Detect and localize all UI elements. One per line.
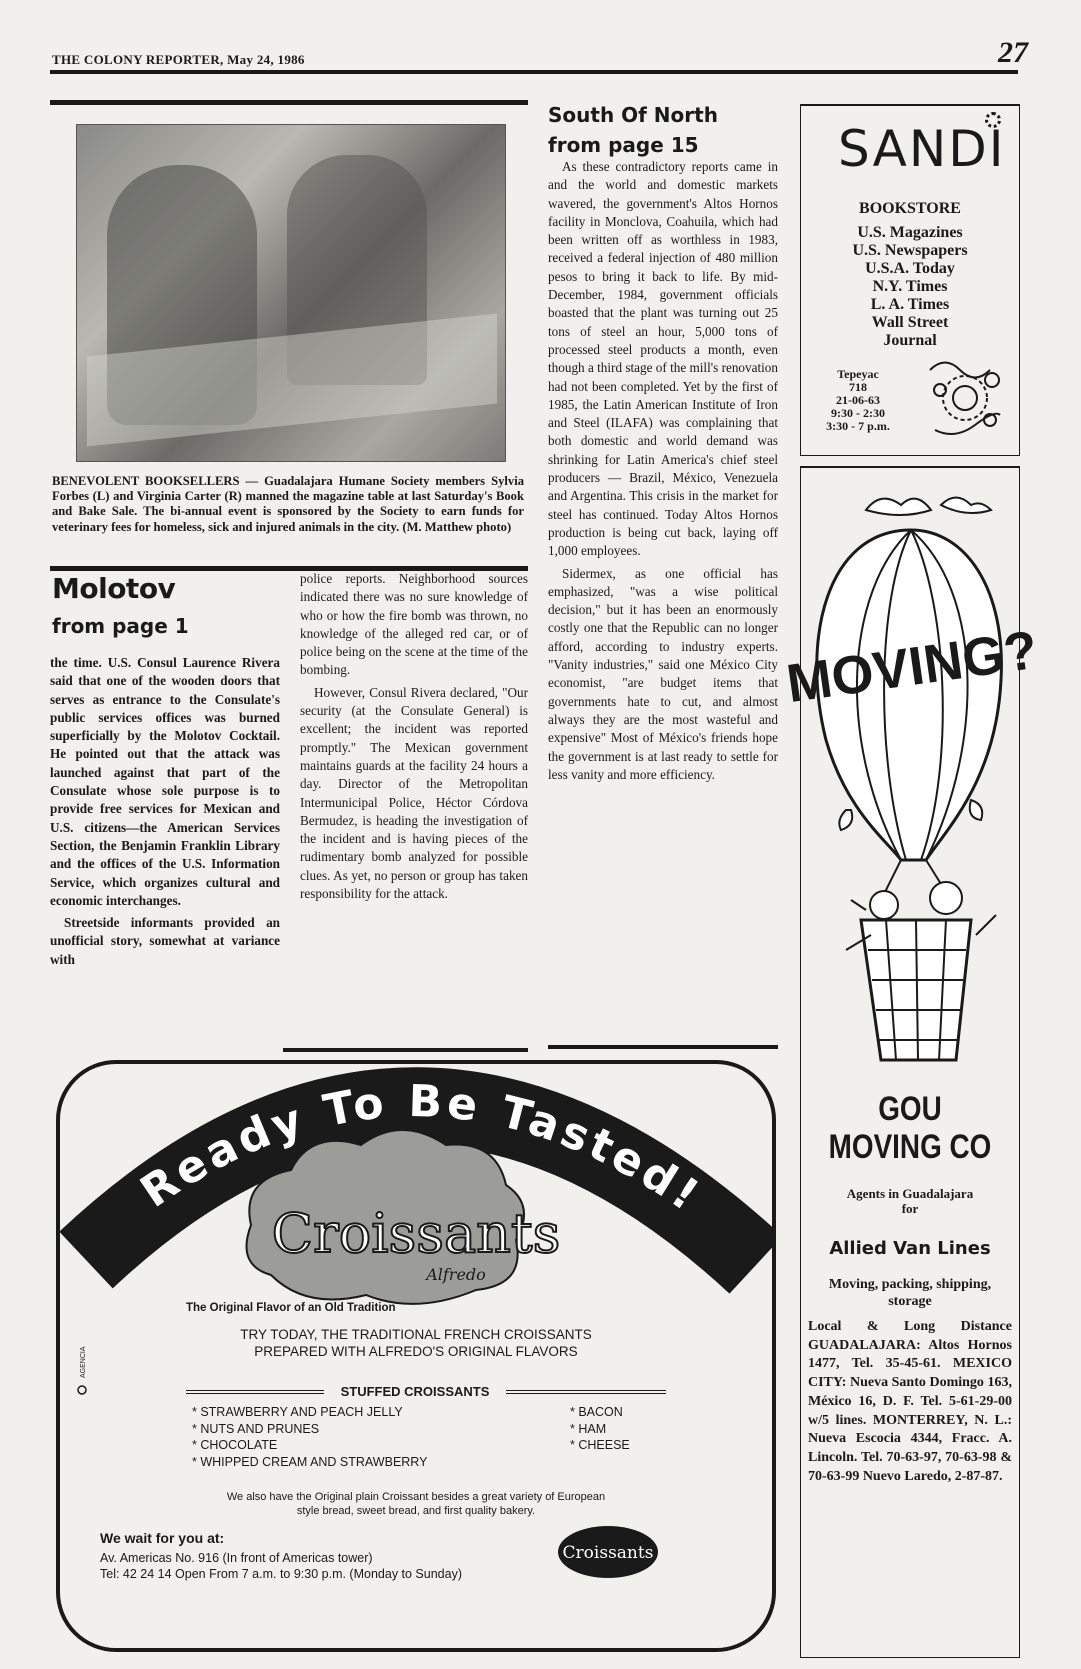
sandi-item: N.Y. Times: [872, 278, 948, 295]
croissant-banner-graphic: [56, 1060, 776, 1320]
ad-also-line: We also have the Original plain Croissant besides a great variety of European: [226, 1491, 606, 1503]
ad-address-line: Tel: 42 24 14 Open From 7 a.m. to 9:30 p.m. (Monday to Sunday): [100, 1567, 462, 1581]
stuffed-title: STUFFED CROISSANTS: [340, 1384, 490, 1399]
ad-also-line: style bread, sweet bread, and first quality bakery.: [296, 1505, 536, 1517]
molotov-paragraph: police reports. Neighborhood sources indicated there was no sure knowledge of who or how the fire bomb was thrown, no knowledge of the alleged red car, or of police being on the scene at the time of the bombing.: [300, 571, 528, 678]
south-headline-jump: from page 15: [548, 133, 699, 157]
list-item: * WHIPPED CREAM AND STRAWBERRY: [192, 1454, 428, 1469]
ad-also-text: [176, 1490, 656, 1518]
stuffed-list-right: [570, 1404, 630, 1454]
small-logo-text: Croissants: [562, 1543, 654, 1563]
ad-address-line: Av. Americas No. 916 (In front of Americas tower): [100, 1551, 373, 1565]
stuffed-list-left: [192, 1404, 427, 1470]
south-column: [548, 158, 778, 788]
flower-icon: [985, 112, 1001, 128]
gou-agents-line: for: [901, 1201, 919, 1216]
ornament-icon: [920, 350, 1010, 445]
photo-top-rule: [50, 100, 528, 105]
molotov-paragraph: the time. U.S. Consul Laurence Rivera said that one of the wooden doors that serves as entrance to the Consulate's public services offices was burned superficially by the Molotov Cocktail. He pointed out that the attack was launched against that part of the Consulate whose sole purpose is to provide free services for Mexican and U.S. citizens—the American Services Section, the Benjamin Franklin Library and the offices of the U.S. Information Service, which organizes cultural and economic interchanges.: [50, 655, 280, 908]
agency-side-mark: [74, 1318, 90, 1398]
masthead-paper-info: THE COLONY REPORTER, May 24, 1986: [52, 52, 305, 67]
sandi-item: Journal: [883, 332, 937, 349]
molotov-paragraph: Streetside informants provided an unofficial story, somewhat at variance with: [50, 915, 280, 967]
ad-try-line: TRY TODAY, THE TRADITIONAL FRENCH CROISSANTS: [240, 1327, 592, 1342]
list-item: * STRAWBERRY AND PEACH JELLY: [192, 1405, 403, 1419]
south-paragraph: As these contradictory reports came in and the world and domestic markets wavered, the government's Altos Hornos facility in Monclova, Coahuila, which had been written off as worthless in 1983, received a federal injection of 480 million pesos to bring it back to life. By mid-December, 1984, government officials boasted that the plant was turning out 25 tons of steel an hour, 5,000 tons of processed steel products a month, even though a third stage of the mill's renovation had not been completed. Yet by the first of 1985, the Latin American Institute of Iron and Steel (ILAFA) was complaining that both domestic and world demand was shrinking for Latin America's chief steel producers — Brazil, México, Venezuela and Argentina. This crisis in the market for steel has continued. Today Altos Hornos production is being cut back, laying off 1,000 employees.: [548, 159, 778, 559]
list-item: * BACON: [570, 1405, 623, 1419]
gou-services: Moving, packing, shipping, storage: [828, 1277, 992, 1309]
molotov-subhead: from page 1: [52, 614, 189, 638]
molotov-bottom-rule: [283, 1048, 528, 1052]
booksellers-photo: [76, 124, 506, 462]
south-headline: [548, 100, 718, 160]
side-text: AGENCIA: [80, 1346, 87, 1378]
gou-company-name: [825, 1090, 996, 1166]
molotov-paragraph: However, Consul Rivera declared, "Our security (at the Consulate General) is excellent; the incident was reported promptly." The Mexican government maintains guards at the facility 24 hours a day. Director of the Metropolitan Intermunicipal Police, Héctor Córdova Bermudez, is heading the investigation of the incident and is having pieces of the rudimentary bomb analyzed for possible clues. As yet, no person or group has taken responsibility for the attack.: [300, 684, 528, 902]
ad-wait: We wait for you at:: [100, 1530, 225, 1546]
moving-art-text: MOVING?: [783, 619, 1041, 715]
sandi-item: U.S. Magazines: [857, 224, 963, 241]
south-paragraph: Sidermex, as one official has emphasized, "was a wise political decision," but it has been an enormously costly one that the Republic can no longer afford, according to industry experts. "Vanity industries," said one México City economist, "are budget items that governments hate to cut, and almost always they are the most wasteful and expensive" Most of México's friends hope the government is at last ready to settle for less vanity and more efficiency.: [548, 565, 778, 782]
sandi-logo: SANDI: [838, 120, 1006, 178]
sandi-address: [812, 368, 904, 433]
list-item: * HAM: [570, 1421, 607, 1436]
south-headline-title: South Of North: [548, 103, 718, 127]
list-item: * NUTS AND PRUNES: [192, 1421, 320, 1436]
sandi-address-line: 9:30 - 2:30: [831, 406, 885, 420]
sandi-address-line: 718: [849, 380, 867, 394]
list-item: * CHEESE: [570, 1438, 630, 1452]
masthead-rule: [50, 70, 1018, 74]
allied-van-lines: Allied Van Lines: [829, 1238, 991, 1259]
sandi-bookstore-label: BOOKSTORE: [859, 200, 961, 217]
brand-sub: Alfredo: [426, 1265, 486, 1284]
gou-agents-line: Agents in Guadalajara: [846, 1186, 974, 1201]
brand-wordmark: Croissants: [271, 1202, 561, 1265]
sandi-item: U.S. Newspapers: [852, 242, 968, 259]
small-croissants-logo: [556, 1524, 660, 1580]
page-number: 27: [998, 36, 1028, 69]
gou-name-line: GOU: [878, 1090, 942, 1128]
molotov-column-1: [50, 654, 280, 973]
gou-addresses: Local & Long Distance GUADALAJARA: Altos Hornos 1477, Tel. 35-45-61. MEXICO CITY: Nueva Santo Domingo 163, México 16, D. F. Tel. 5-61-29-00 w/5 lines. MONTERREY, N. L.: Nueva Escocia 4344, Fracc. A. Lincoln. Tel. 70-63-97, 70-63-98 & 70-63-99 Nuevo Laredo, 2-87-87.: [808, 1319, 1012, 1484]
south-bottom-rule: [548, 1045, 778, 1049]
sandi-item: U.S.A. Today: [865, 260, 955, 277]
sandi-address-line: 21-06-63: [836, 393, 880, 407]
sandi-address-line: 3:30 - 7 p.m.: [826, 419, 890, 433]
ad-try-line: PREPARED WITH ALFREDO'S ORIGINAL FLAVORS: [254, 1344, 578, 1359]
hot-air-balloon-illustration: [783, 480, 1041, 1080]
ad-address: [100, 1550, 462, 1582]
sandi-item: Wall Street: [871, 314, 949, 331]
ad-try-today: [150, 1326, 682, 1360]
gou-agents: [806, 1186, 1014, 1216]
molotov-column-2: [300, 570, 528, 907]
photo-caption: BENEVOLENT BOOKSELLERS — Guadalajara Humane Society members Sylvia Forbes (L) and Virginia Carter (R) manned the magazine table at last Saturday's Book and Bake Sale. The bi-annual event is sponsored by the Society to earn funds for veterinary fees for homeless, sick and injured animals in the city. (M. Matthew photo): [52, 474, 524, 534]
gou-name-line: MOVING CO: [828, 1128, 992, 1166]
sandi-items: [812, 224, 1008, 350]
list-item: * CHOCOLATE: [192, 1438, 278, 1452]
ad-tagline: The Original Flavor of an Old Tradition: [186, 1302, 396, 1314]
sandi-item: L. A. Times: [870, 296, 950, 313]
banner-text: Ready To Be Tasted!: [131, 1075, 711, 1223]
sandi-address-line: Tepeyac: [837, 367, 879, 381]
molotov-headline: Molotov: [52, 572, 176, 605]
